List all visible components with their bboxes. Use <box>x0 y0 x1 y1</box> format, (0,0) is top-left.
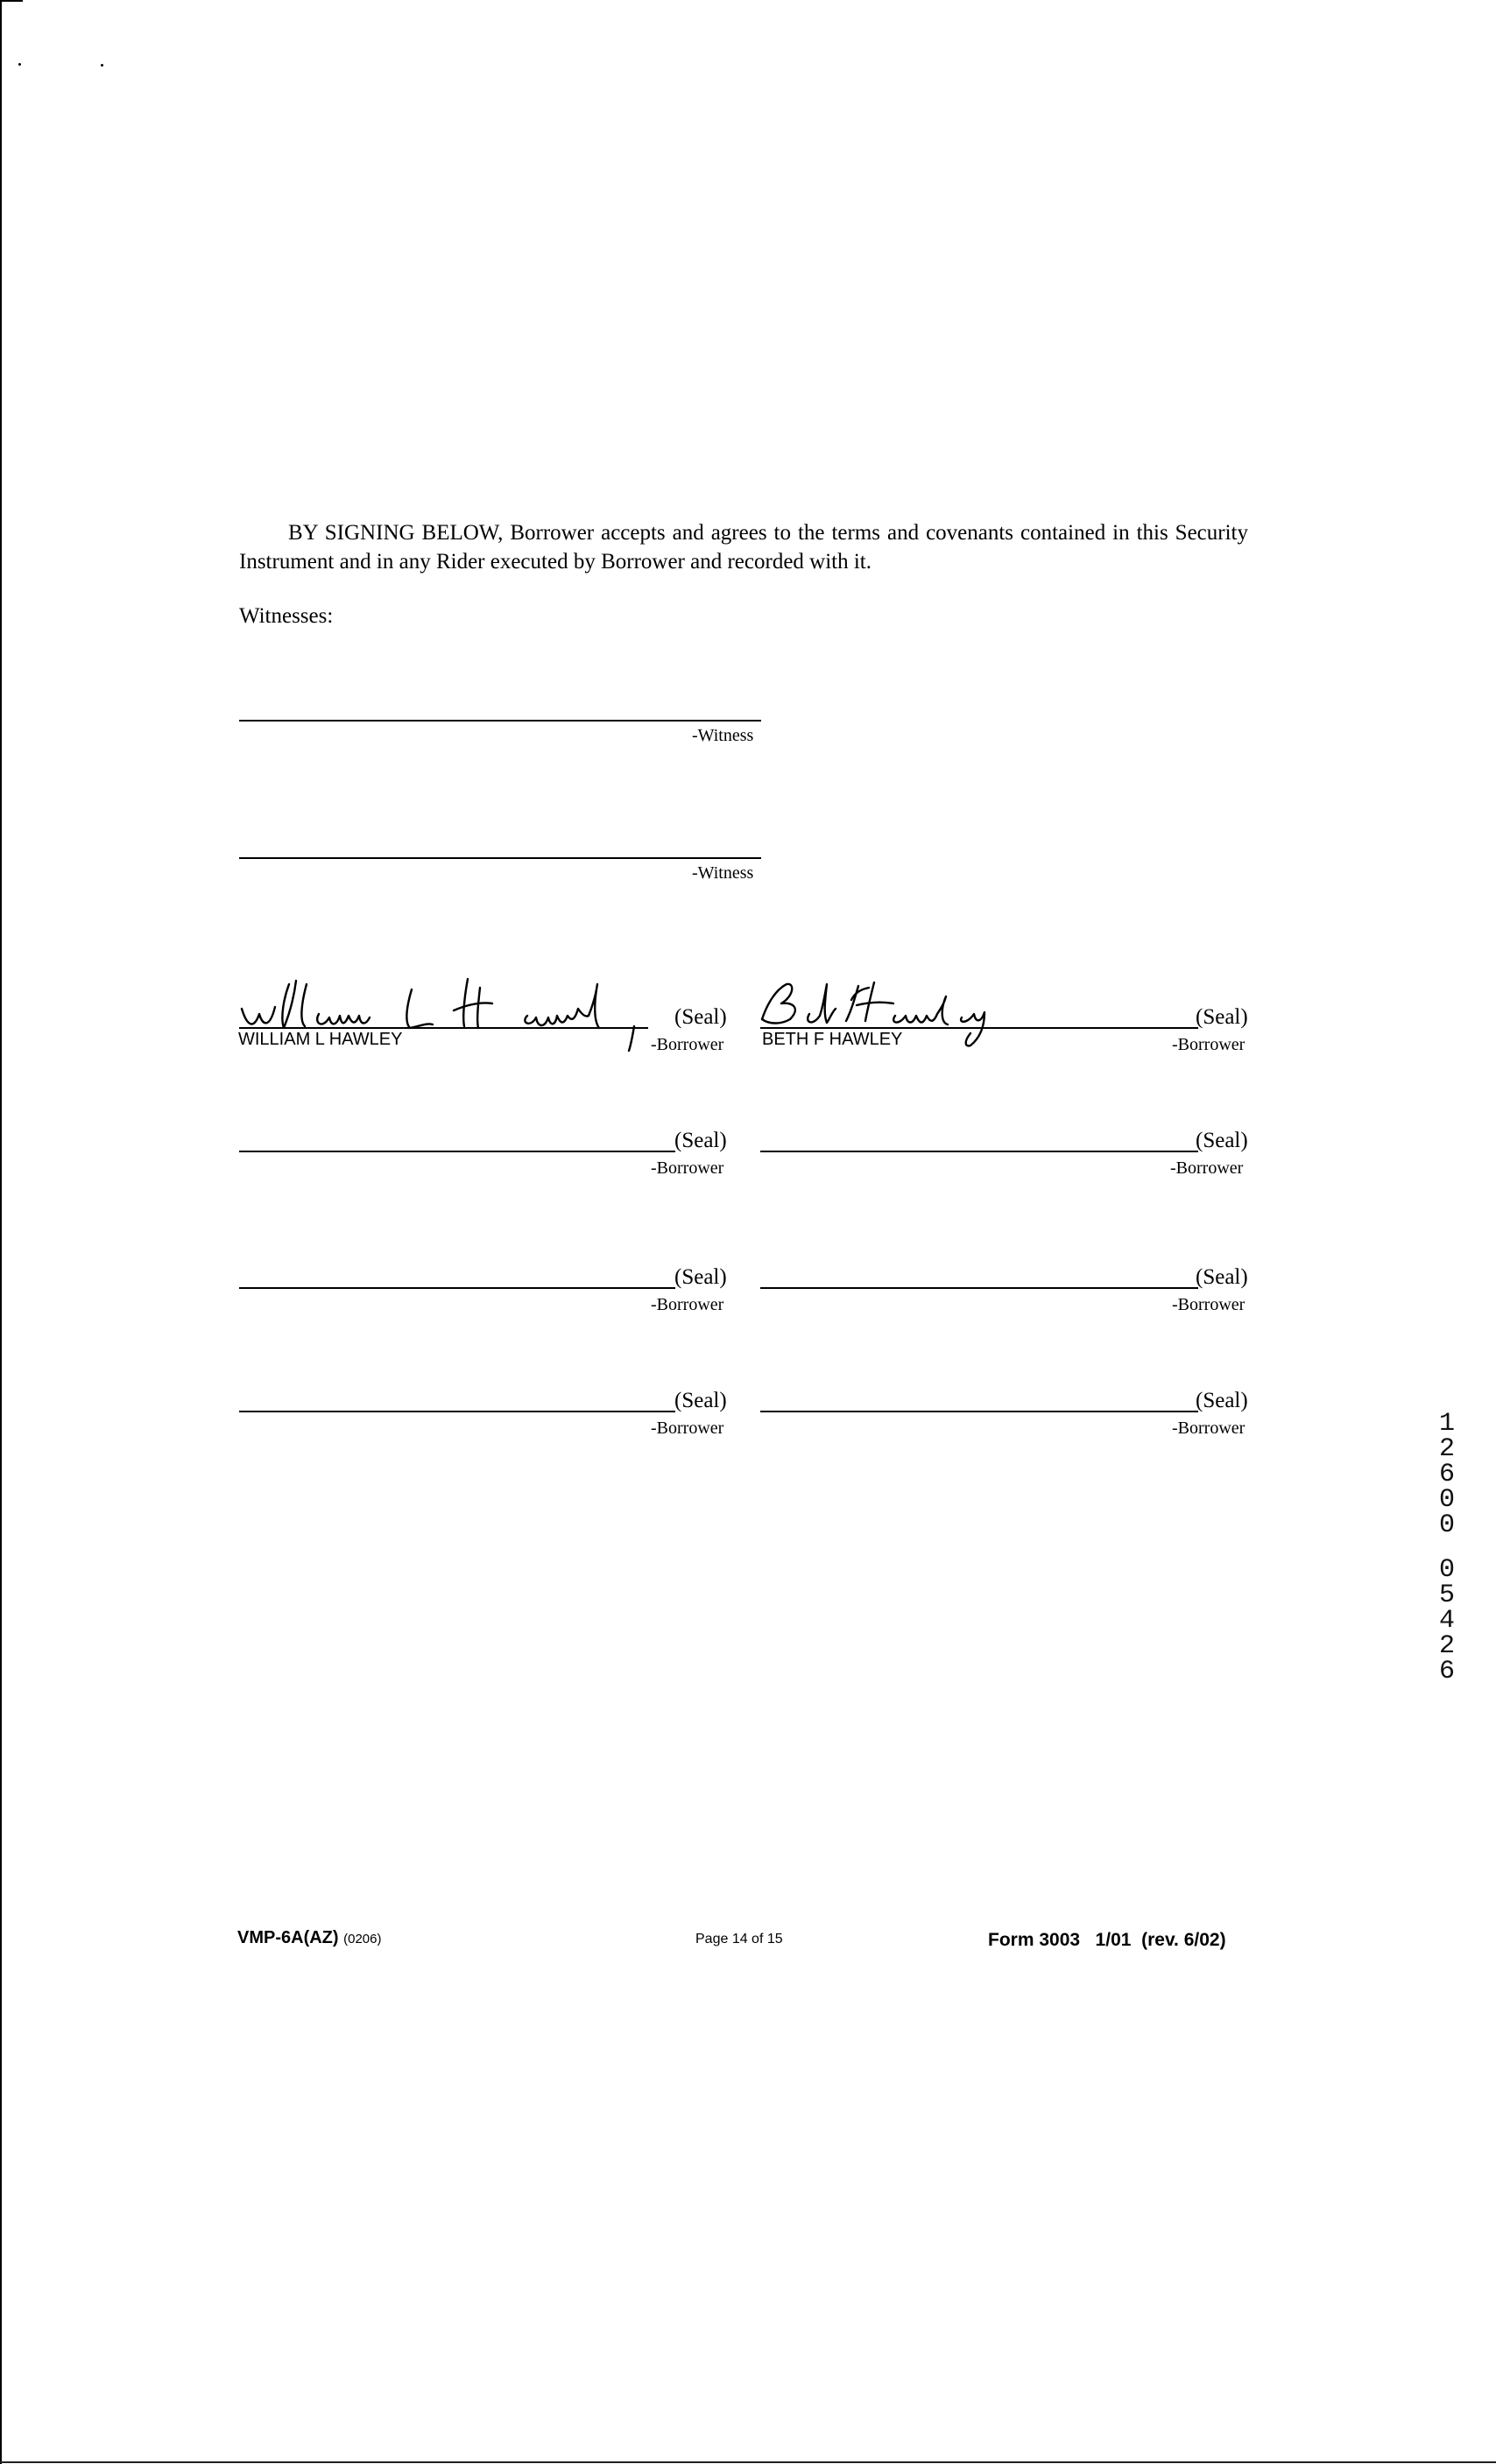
stamp-digit: 0 <box>1438 1555 1455 1585</box>
stamp-digit: 6 <box>1438 1460 1455 1489</box>
witness-label: -Witness <box>692 726 754 745</box>
scan-speck <box>101 64 103 67</box>
borrower-label: -Borrower <box>651 1295 724 1314</box>
borrower-label: -Borrower <box>651 1158 724 1178</box>
form-code: (0206) <box>343 1932 382 1947</box>
borrower-label: -Borrower <box>1172 1035 1245 1054</box>
stamp-digit: 6 <box>1438 1657 1455 1686</box>
stamp-digit: 2 <box>1438 1434 1455 1464</box>
borrower-signature-line[interactable] <box>760 1027 1198 1029</box>
stamp-digit: 4 <box>1438 1606 1455 1636</box>
borrower-signature-line[interactable] <box>760 1411 1198 1412</box>
borrower-signature-line[interactable] <box>239 1287 675 1289</box>
borrower-signature-line[interactable] <box>239 1151 675 1152</box>
seal-label: (Seal) <box>1196 1265 1248 1289</box>
borrower-label: -Borrower <box>1172 1295 1245 1314</box>
stamp-digit: 0 <box>1438 1485 1455 1515</box>
borrower-signature-line[interactable] <box>239 1027 648 1029</box>
recording-number-stamp <box>1429 1409 1464 1686</box>
borrower-label: -Borrower <box>1172 1419 1245 1438</box>
witness-label: -Witness <box>692 863 754 883</box>
witnesses-heading: Witnesses: <box>239 604 334 628</box>
form-id: VMP-6A(AZ) <box>237 1928 339 1947</box>
borrower-printed-name: WILLIAM L HAWLEY <box>238 1030 403 1049</box>
stamp-digit: 2 <box>1438 1631 1455 1661</box>
form-identifier <box>237 1928 381 1948</box>
seal-label: (Seal) <box>1196 1389 1248 1412</box>
seal-label: (Seal) <box>674 1129 727 1152</box>
borrower-printed-name: BETH F HAWLEY <box>762 1030 903 1049</box>
borrower-label: -Borrower <box>651 1419 724 1438</box>
witness-signature-line[interactable] <box>239 857 761 859</box>
seal-label: (Seal) <box>674 1265 727 1289</box>
borrower-signature-line[interactable] <box>239 1411 675 1412</box>
witness-signature-line[interactable] <box>239 720 761 722</box>
form-number: Form 3003 1/01 (rev. 6/02) <box>988 1930 1226 1950</box>
signing-statement <box>239 518 1248 576</box>
seal-label: (Seal) <box>674 1389 727 1412</box>
stamp-digit: 5 <box>1438 1580 1455 1610</box>
borrower-label: -Borrower <box>1170 1158 1244 1178</box>
scan-edge-top <box>0 0 23 2</box>
stamp-digit: 1 <box>1438 1409 1455 1439</box>
borrower-label: -Borrower <box>651 1035 724 1054</box>
seal-label: (Seal) <box>674 1005 727 1029</box>
stamp-digit: 0 <box>1438 1510 1455 1540</box>
scan-edge-bottom <box>0 2461 1496 2463</box>
seal-label: (Seal) <box>1196 1129 1248 1152</box>
scan-speck <box>18 63 21 66</box>
statement-text: BY SIGNING BELOW, Borrower accepts and agrees to the terms and covenants contained in this Security Instrument and in any Rider executed by Borrower and recorded with it. <box>239 521 1248 574</box>
scan-edge-left <box>0 0 2 2464</box>
seal-label: (Seal) <box>1196 1005 1248 1029</box>
borrower-signature-line[interactable] <box>760 1151 1198 1152</box>
page-number: Page 14 of 15 <box>695 1932 783 1947</box>
borrower-signature-line[interactable] <box>760 1287 1198 1289</box>
